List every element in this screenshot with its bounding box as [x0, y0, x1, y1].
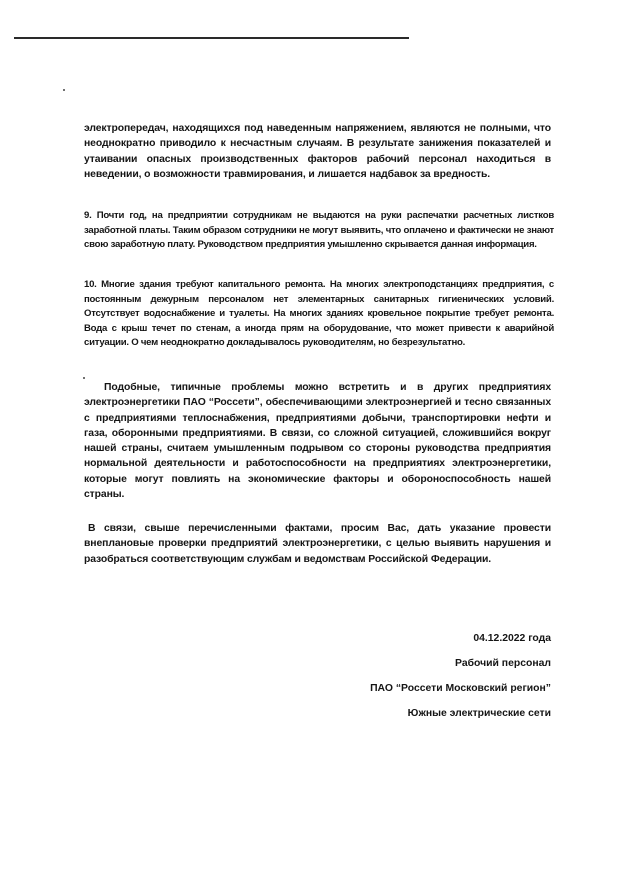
paragraph-item-9: 9. Почти год, на предприятии сотрудникам не выдаются на руки распечатки расчетных листков заработной платы. Таким образом сотрудники не могут выявить, что оплачено и фактически не знают свою заработную плату. Руководством предприятия умышленно скрывается данная информация. — [84, 210, 554, 250]
scan-speck — [63, 89, 65, 91]
signature-date: 04.12.2022 года — [473, 633, 551, 644]
scan-speck — [83, 377, 85, 379]
signature-block — [370, 626, 551, 726]
paragraph-request — [84, 521, 551, 567]
signature-author: Рабочий персонал — [455, 658, 551, 669]
paragraph-request-text: В связи, свыше перечисленными фактами, просим Вас, дать указание провести внеплановые проверки предприятий электроэнергетики, с целью выявить нарушения и разобраться соответствующим службам и ведомствам Российской Федерации. — [84, 523, 551, 565]
paragraph-typical-problems — [84, 380, 551, 502]
paragraph-continuation: электропередач, находящихся под наведенным напряжением, являются не полными, что неоднократно приводило к несчастным случаям. В результате занижения показателей и утаивании опасных производственных факторов рабочий персонал находиться в неведении, о возможности травмирования, и лишается надбавок за вредность. — [84, 123, 551, 180]
signature-division: Южные электрические сети — [407, 708, 551, 719]
paragraph-item-10: 10. Многие здания требуют капитального ремонта. На многих электроподстанциях предприятия, с постоянным дежурным персоналом нет элементарных санитарных гигиенических условий. Отсутствует водоснабжение и туалеты. На многих зданиях кровельное покрытие требует ремонта. Вода с крыш течет по стенам, а иногда прям на оборудование, что может привести к аварийной ситуации. О чем неоднократно докладывалось руководителям, но безрезультатно. — [84, 279, 554, 348]
top-rule — [14, 37, 409, 39]
paragraph-typical-problems-text: Подобные, типичные проблемы можно встретить и в других предприятиях электроэнергетики ПАО “Россети”, обеспечивающими электроэнергией и тесно связанных с предприятиями теплоснабжения, предприятиями добычи, транспортировки нефти и газа, оборонными предприятиями. В связи, со сложной ситуацией, сложившийся вокруг нашей страны, считаем умышленным подрывом со стороны руководства предприятия нормальной деятельности и работоспособности на предприятиях электроэнергетики, которые могут повлиять на экономические факторы и обороноспособность нашей страны. — [84, 382, 551, 501]
signature-organization: ПАО “Россети Московский регион” — [370, 683, 551, 694]
